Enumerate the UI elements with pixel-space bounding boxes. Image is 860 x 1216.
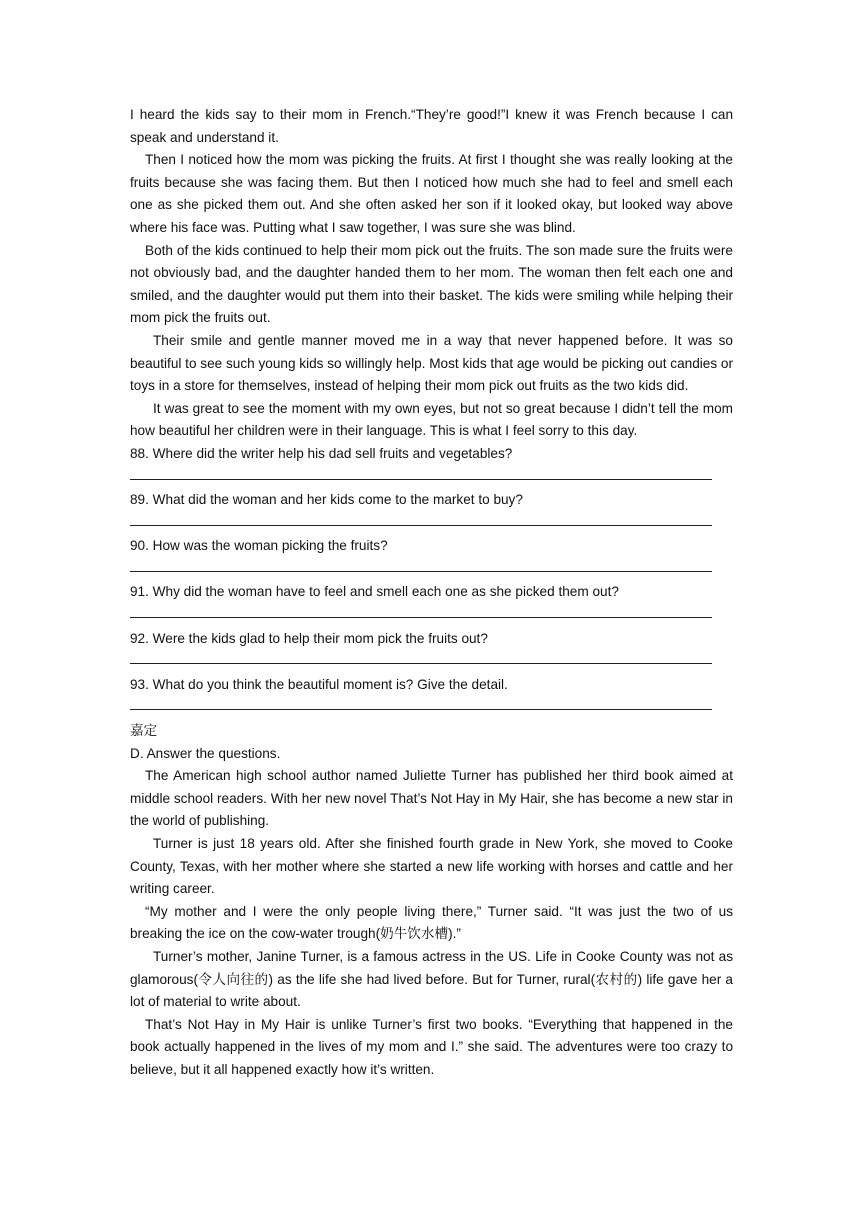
- passage-paragraph: It was great to see the moment with my own eyes, but not so great because I didn’t tell the mom how beautiful her children were in their language. This is what I feel sorry to this day.: [130, 400, 733, 439]
- question-92: 92. Were the kids glad to help their mom pick the fruits out?: [130, 630, 488, 646]
- section-label: 嘉定: [130, 723, 158, 740]
- answer-line-89[interactable]: [130, 512, 712, 526]
- worksheet-page: [130, 104, 733, 1082]
- passage-paragraph: The American high school author named Juliette Turner has published her third book aimed at middle school readers. With her new novel That’s Not Hay in My Hair, she has become a new star in the world of publishing.: [130, 768, 733, 829]
- passage-paragraph: Then I noticed how the mom was picking the fruits. At first I thought she was really looking at the fruits because she was facing them. But then I noticed how much she had to feel and smell each one as she picked them out. And she often asked her son if it looked okay, but looked way above where his face was. Putting what I saw together, I was sure she was blind.: [130, 152, 733, 235]
- answer-line-93[interactable]: [130, 696, 712, 710]
- question-88: 88. Where did the writer help his dad sell fruits and vegetables?: [130, 445, 513, 461]
- question-93: 93. What do you think the beautiful moment is? Give the detail.: [130, 676, 508, 692]
- answer-line-91[interactable]: [130, 604, 712, 618]
- answer-line-90[interactable]: [130, 558, 712, 572]
- question-91: 91. Why did the woman have to feel and smell each one as she picked them out?: [130, 584, 619, 600]
- answer-line-92[interactable]: [130, 650, 712, 664]
- section-heading: D. Answer the questions.: [130, 745, 281, 761]
- passage-paragraph: That’s Not Hay in My Hair is unlike Turner’s first two books. “Everything that happened in the book actually happened in the lives of my mom and I.” she said. The adventures were too crazy to believe, but it all happened exactly how it’s written.: [130, 1016, 733, 1077]
- answer-line-88[interactable]: [130, 466, 712, 480]
- passage-paragraph: Turner is just 18 years old. After she finished fourth grade in New York, she moved to Cooke County, Texas, with her mother where she started a new life working with horses and cattle and her writing career.: [130, 836, 733, 897]
- question-89: 89. What did the woman and her kids come to the market to buy?: [130, 492, 523, 508]
- passage-paragraph: I heard the kids say to their mom in French.“They’re good!”I knew it was French because I can speak and understand it.: [130, 107, 733, 145]
- question-90: 90. How was the woman picking the fruits?: [130, 538, 388, 554]
- passage-paragraph: Both of the kids continued to help their mom pick out the fruits. The son made sure the fruits were not obviously bad, and the daughter handed them to her mom. The woman then felt each one and smiled, and the daughter would put them into their basket. The kids were smiling while helping their mom pick the fruits out.: [130, 242, 733, 326]
- passage-paragraph: Their smile and gentle manner moved me in a way that never happened before. It was so beautiful to see such young kids so willingly help. Most kids that age would be picking out candies or toys in a store for themselves, instead of helping their mom pick out fruits as the two kids did.: [130, 332, 734, 394]
- passage-paragraph: Turner’s mother, Janine Turner, is a famous actress in the US. Life in Cooke County was not as glamorous(令人向往的) as the life she had lived before. But for Turner, rural(农村的) life gave her a lot of material to write about.: [130, 948, 733, 1010]
- passage-paragraph: “My mother and I were the only people living there,” Turner said. “It was just the two of us breaking the ice on the cow-water trough(奶牛饮水槽).”: [130, 903, 733, 942]
